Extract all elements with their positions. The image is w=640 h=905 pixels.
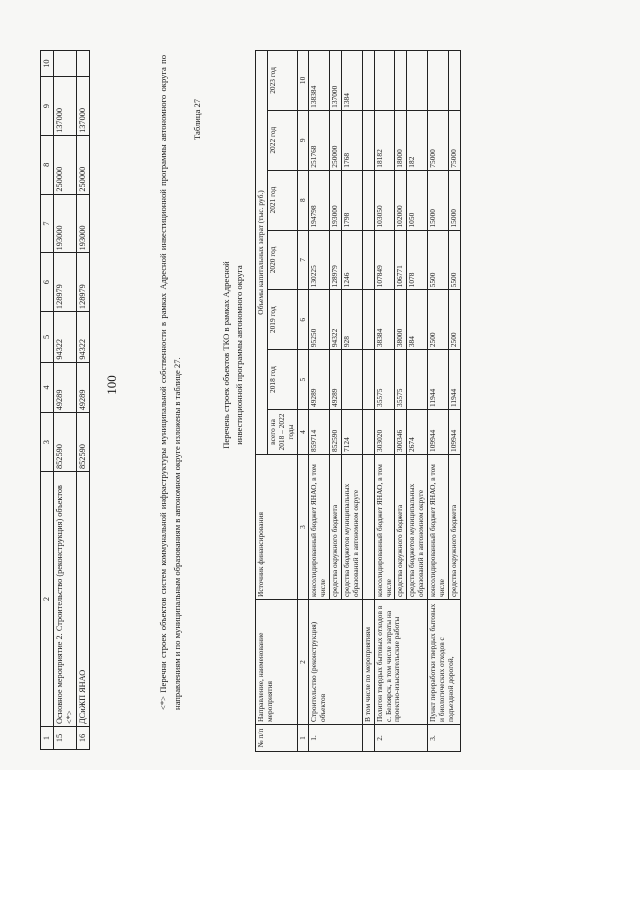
row-name: Полигон твердых бытовых отходов в с. Белоярск, в том числе затраты на проектно-изыскательские работы — [374, 600, 427, 725]
cell: 3 — [41, 413, 54, 472]
cell: 193000 — [53, 194, 76, 253]
cell: 182 — [407, 110, 428, 170]
header-no: № п/п — [256, 725, 298, 752]
cell — [53, 51, 76, 77]
cell: 128979 — [76, 253, 89, 312]
cell: 106771 — [395, 230, 407, 290]
header-year: 2023 год — [267, 51, 297, 111]
cell: 193000 — [330, 170, 342, 230]
cell: 5 — [297, 350, 309, 410]
cell: 1 — [41, 727, 54, 750]
caption-line: Перечень строек объектов ТКО в рамках Адресной — [221, 261, 231, 449]
cell: 2 — [41, 472, 54, 727]
cell: 251768 — [309, 110, 330, 170]
source-cell: средства бюджетов муниципальных образований в автономном округе — [407, 455, 428, 600]
cell: 38384 — [374, 290, 395, 350]
cell: 10 — [297, 51, 309, 111]
cell: 49289 — [309, 350, 330, 410]
source-cell: консолидированный бюджет ЯНАО, в том числе — [428, 455, 449, 600]
header-row — [256, 51, 268, 752]
cell: 128979 — [53, 253, 76, 312]
cell: 18000 — [395, 110, 407, 170]
row-number: 16 — [76, 727, 89, 750]
header-total: всего на 2018 – 2022 годы — [267, 410, 297, 455]
cell — [448, 51, 460, 111]
cell: 137000 — [53, 77, 76, 136]
cell — [342, 350, 363, 410]
cell: 250000 — [76, 135, 89, 194]
cell: 109944 — [428, 410, 449, 455]
cell: 2500 — [428, 290, 449, 350]
header-year: 2019 год — [267, 290, 297, 350]
cell: 49289 — [76, 362, 89, 413]
cell — [407, 51, 428, 111]
cell — [362, 350, 374, 410]
cell: 49289 — [330, 350, 342, 410]
table-row — [76, 51, 89, 750]
row-number: 3. — [428, 725, 461, 752]
cell — [362, 230, 374, 290]
cell — [374, 51, 395, 111]
cell: 1078 — [407, 230, 428, 290]
cell: 928 — [342, 290, 363, 350]
cell: 128979 — [330, 230, 342, 290]
cell: 11944 — [448, 350, 460, 410]
cell: 102000 — [395, 170, 407, 230]
cell: 75000 — [428, 110, 449, 170]
cell: 859714 — [309, 410, 330, 455]
caption-line: инвестиционной программы автономного округа — [233, 265, 244, 445]
cell: 5500 — [428, 230, 449, 290]
table-row — [428, 51, 449, 752]
cell: 4 — [297, 410, 309, 455]
header-source: Источник финансирования — [256, 455, 298, 600]
cell: 852590 — [76, 413, 89, 472]
cell: 137000 — [330, 51, 342, 111]
top-table-header-row — [41, 51, 54, 750]
header-year: 2020 год — [267, 230, 297, 290]
cell: 75000 — [448, 110, 460, 170]
cell: 1 — [297, 725, 309, 752]
cell: 8 — [41, 135, 54, 194]
cell: 1798 — [342, 170, 363, 230]
source-cell: средства окружного бюджета — [448, 455, 460, 600]
cell: 5 — [41, 312, 54, 363]
cell: 1768 — [342, 110, 363, 170]
row-number: 2. — [374, 725, 427, 752]
cell: 11944 — [428, 350, 449, 410]
cell: 300346 — [395, 410, 407, 455]
cell — [362, 725, 374, 752]
row-name: Строительство (реконструкция) объектов — [309, 600, 362, 725]
cell: 852590 — [53, 413, 76, 472]
cell: 6 — [297, 290, 309, 350]
cell: 384 — [407, 290, 428, 350]
cell: 35575 — [374, 350, 395, 410]
cell: 109944 — [448, 410, 460, 455]
cell: 852590 — [330, 410, 342, 455]
source-cell: средства бюджетов муниципальных образований в автономном округе — [342, 455, 363, 600]
footnote: <*> Перечни строек объектов систем коммунальной инфраструктуры муниципальной собственности в рамках Адресной инвестиционной программы автономного округа по направлениям и по муниципальным образованиям в автономном округе изложены в таблице 27. — [158, 55, 182, 710]
incl-label: В том числе по мероприятиям — [362, 600, 374, 725]
cell: 9 — [41, 77, 54, 136]
cell: 9 — [297, 110, 309, 170]
cell — [362, 410, 374, 455]
cell: 94322 — [76, 312, 89, 363]
header-year: 2021 год — [267, 170, 297, 230]
cell: 303020 — [374, 410, 395, 455]
cell: 137000 — [76, 77, 89, 136]
cell: 7 — [41, 194, 54, 253]
top-table — [40, 50, 90, 750]
source-cell: консолидированный бюджет ЯНАО, в том числе — [374, 455, 395, 600]
cell: 10 — [41, 51, 54, 77]
column-numbers-row — [297, 51, 309, 752]
cell: 49289 — [53, 362, 76, 413]
subheader-row — [362, 51, 374, 752]
cell — [362, 170, 374, 230]
cell: 107849 — [374, 230, 395, 290]
cell: 6 — [41, 253, 54, 312]
header-direction: Направление, наименование мероприятия — [256, 600, 298, 725]
header-year: 2018 год — [267, 350, 297, 410]
row-name: Основное мероприятие 2. Строительство (реконструкция) объектов <*> — [53, 472, 76, 727]
cell: 103050 — [374, 170, 395, 230]
source-cell: средства окружного бюджета — [330, 455, 342, 600]
header-year: 2022 год — [267, 110, 297, 170]
cell: 4 — [41, 362, 54, 413]
row-name: Пункт переработки твердых бытовых и биологических отходов с подъездной дорогой, — [428, 600, 461, 725]
table-row — [309, 51, 330, 752]
cell: 2 — [297, 600, 309, 725]
cell — [428, 51, 449, 111]
table-row — [374, 51, 395, 752]
header-volumes: Объемы капитальных затрат (тыс. руб.) — [256, 51, 268, 455]
row-name: ДСиЖП ЯНАО — [76, 472, 89, 727]
cell — [362, 51, 374, 111]
cell: 35575 — [395, 350, 407, 410]
cell: 194798 — [309, 170, 330, 230]
cell: 18182 — [374, 110, 395, 170]
cell: 1384 — [342, 51, 363, 111]
cell: 130225 — [309, 230, 330, 290]
cell: 138384 — [309, 51, 330, 111]
main-table — [255, 50, 461, 752]
source-cell: консолидированный бюджет ЯНАО, в том числе — [309, 455, 330, 600]
row-number: 1. — [309, 725, 362, 752]
cell: 2500 — [448, 290, 460, 350]
cell: 95250 — [309, 290, 330, 350]
cell: 193000 — [76, 194, 89, 253]
cell: 94322 — [330, 290, 342, 350]
cell: 3 — [297, 455, 309, 600]
cell: 7 — [297, 230, 309, 290]
cell — [362, 455, 374, 600]
table-number: Таблица 27 — [192, 98, 202, 140]
table-caption — [220, 220, 246, 490]
cell: 8 — [297, 170, 309, 230]
cell: 7124 — [342, 410, 363, 455]
source-cell: средства окружного бюджета — [395, 455, 407, 600]
cell: 15000 — [428, 170, 449, 230]
cell: 1246 — [342, 230, 363, 290]
cell — [76, 51, 89, 77]
row-number: 15 — [53, 727, 76, 750]
cell — [407, 350, 428, 410]
cell: 250000 — [330, 110, 342, 170]
page-number: 100 — [104, 375, 119, 395]
cell: 250000 — [53, 135, 76, 194]
table-row — [53, 51, 76, 750]
cell: 5500 — [448, 230, 460, 290]
cell: 15000 — [448, 170, 460, 230]
cell — [362, 110, 374, 170]
cell: 2674 — [407, 410, 428, 455]
cell — [395, 51, 407, 111]
cell — [362, 290, 374, 350]
cell: 1050 — [407, 170, 428, 230]
cell: 38000 — [395, 290, 407, 350]
cell: 94322 — [53, 312, 76, 363]
